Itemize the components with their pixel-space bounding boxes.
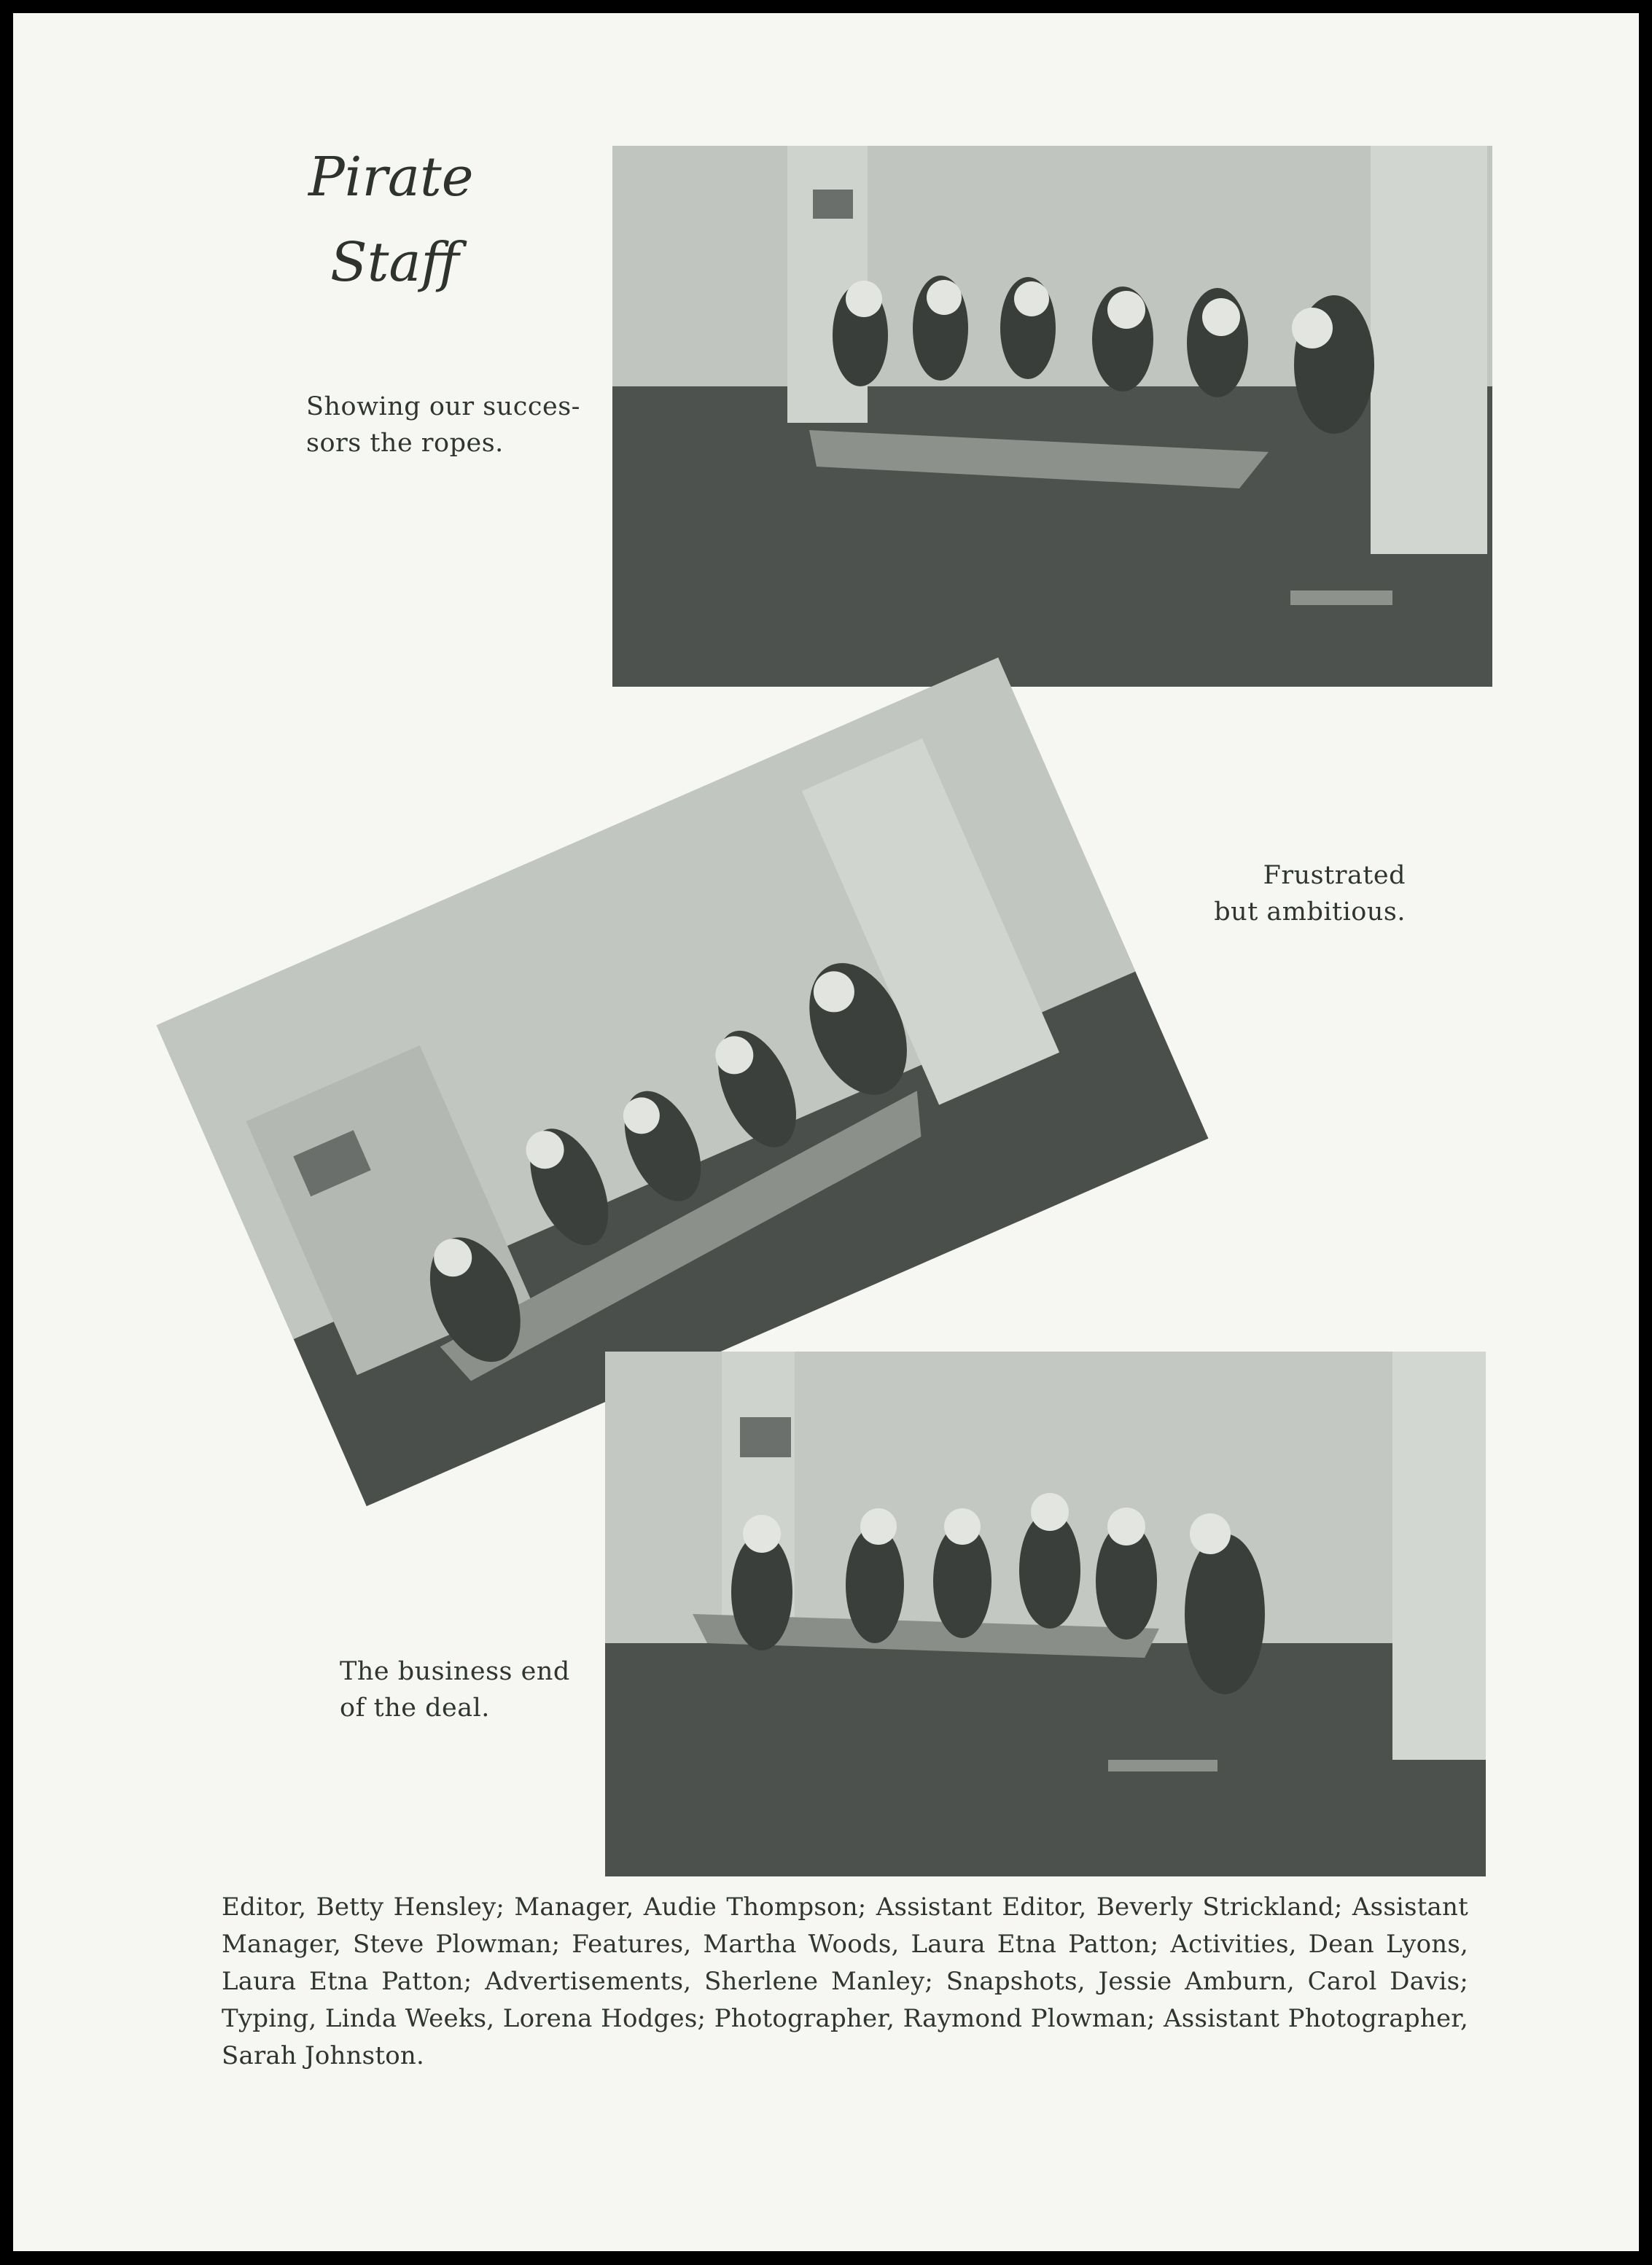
page-title-line1: Pirate bbox=[308, 146, 474, 208]
photo-top-image bbox=[612, 146, 1492, 687]
photo-top bbox=[612, 146, 1492, 687]
caption-middle: Frustrated but ambitious. bbox=[1214, 861, 1406, 927]
caption-top: Showing our succes- sors the ropes. bbox=[306, 392, 580, 458]
page-title-line2: Staff bbox=[330, 231, 459, 294]
yearbook-page bbox=[13, 13, 1639, 2251]
caption-bottom: The business end of the deal. bbox=[340, 1657, 570, 1723]
staff-list: Editor, Betty Hensley; Manager, Audie Thompson; Assistant Editor, Beverly Strickland; Assistant Manager, Steve Plowman; Features, Martha Woods, Laura Etna Patton; Activities, Dean Lyons, Laura Etna Patton; Advertisements, Sherlene Manley; Snapshots, Jessie Amburn, Carol Davis; Typing, Linda Weeks, Lorena Hodges; Photographer, Raymond Plowman; Assistant Photographer, Sarah Johnston. bbox=[222, 1892, 1468, 2070]
photo-bottom bbox=[605, 1352, 1486, 1876]
photo-bottom-image bbox=[605, 1352, 1486, 1876]
